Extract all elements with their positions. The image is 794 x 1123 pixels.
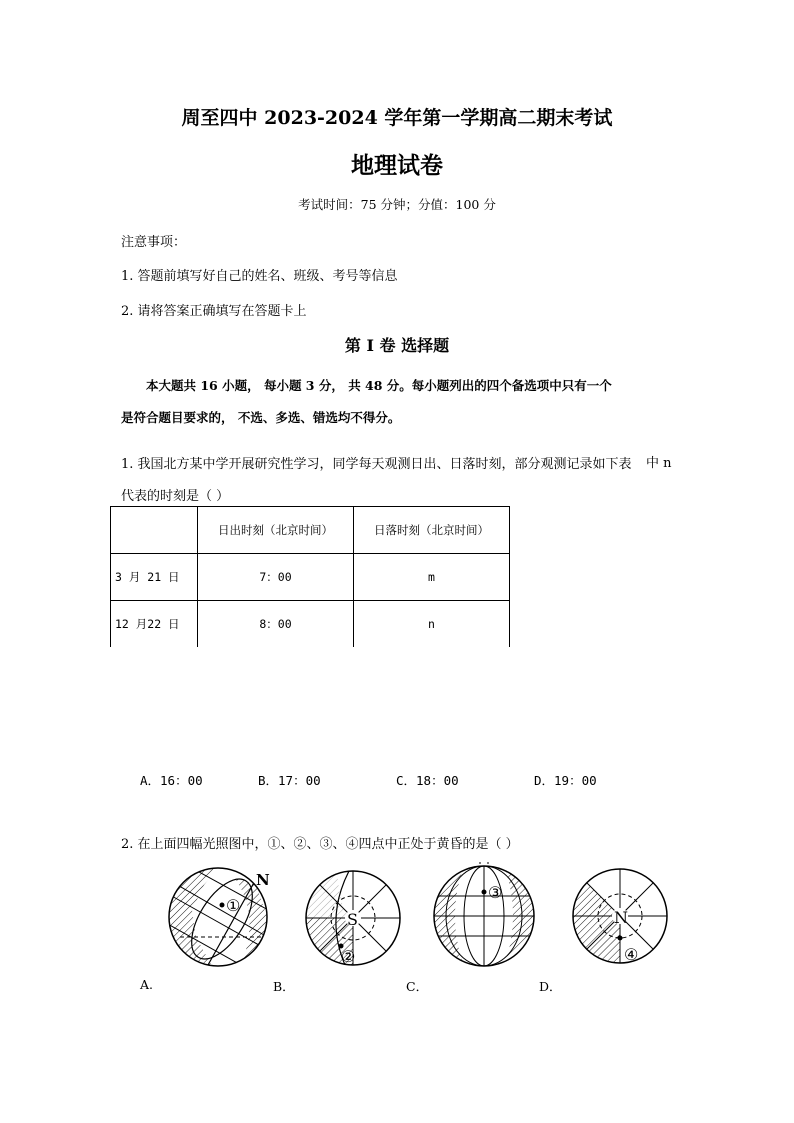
table-header-cell: 日落时刻（北京时间） bbox=[354, 507, 510, 554]
question-1-text-tail: 中 n bbox=[646, 456, 672, 471]
option-d[interactable]: D．19：00 bbox=[534, 773, 597, 788]
notes-heading: 注意事项： bbox=[121, 235, 187, 250]
globe-label-1: ① bbox=[226, 896, 241, 915]
globe-diagram-a bbox=[160, 865, 280, 970]
table-cell-date: 3 月 21 日 bbox=[111, 554, 198, 601]
option-a[interactable]: A．16：00 bbox=[140, 773, 203, 788]
globe-label-s: S bbox=[347, 910, 358, 929]
globe-label-n: N bbox=[614, 908, 628, 927]
table-cell-sunset: n bbox=[354, 601, 510, 648]
note-item: 2. 请将答案正确填写在答题卡上 bbox=[121, 304, 307, 319]
question-2-text: 2. 在上面四幅光照图中，①、②、③、④四点中正处于黄昏的是（ ） bbox=[121, 837, 519, 852]
section-title: 第 I 卷 选择题 bbox=[344, 336, 450, 355]
globe-diagram-c bbox=[428, 858, 540, 970]
question-1-text: 1. 我国北方某中学开展研究性学习，同学每天观测日出、日落时刻，部分观测记录如下表 bbox=[121, 457, 632, 472]
globe-label-2: ② bbox=[341, 947, 356, 966]
section-intro-line2: 是符合题目要求的， 不选、多选、错选均不得分。 bbox=[121, 410, 401, 425]
globe-diagram-b bbox=[297, 870, 409, 970]
globe-label-3: ③ bbox=[488, 883, 503, 902]
table-cell-sunrise: 7：00 bbox=[198, 554, 354, 601]
table-header-cell bbox=[111, 507, 198, 554]
globe-label-n: N bbox=[256, 871, 270, 889]
section-intro-line1: 本大题共 16 小题， 每小题 3 分， 共 48 分。每小题列出的四个备选项中只有一个 bbox=[146, 378, 612, 393]
question-1-text-line2: 代表的时刻是（ ） bbox=[121, 489, 230, 504]
observation-table bbox=[110, 506, 510, 647]
table-cell-sunrise: 8：00 bbox=[198, 601, 354, 648]
option-c[interactable]: C．18：00 bbox=[396, 773, 459, 788]
globe-diagram-d bbox=[566, 868, 676, 968]
table-cell-date: 12 月22 日 bbox=[111, 601, 198, 648]
table-header-row bbox=[111, 507, 510, 554]
table-row bbox=[111, 601, 510, 648]
diagram-label-a[interactable]: A. bbox=[140, 977, 154, 992]
option-b[interactable]: B．17：00 bbox=[258, 773, 321, 788]
table-row bbox=[111, 554, 510, 601]
globe-label-4: ④ bbox=[624, 945, 639, 964]
table-cell-sunset: m bbox=[354, 554, 510, 601]
diagram-label-d[interactable]: D． bbox=[539, 979, 562, 994]
exam-title: 周至四中 2023-2024 学年第一学期高二期末考试 bbox=[181, 107, 613, 129]
table-header-cell: 日出时刻（北京时间） bbox=[198, 507, 354, 554]
diagram-label-b[interactable]: B． bbox=[273, 979, 295, 994]
exam-time-info: 考试时间：75 分钟；分值：100 分 bbox=[298, 197, 496, 212]
exam-subject: 地理试卷 bbox=[351, 153, 443, 179]
diagram-label-c[interactable]: C． bbox=[406, 979, 429, 994]
note-item: 1. 答题前填写好自己的姓名、班级、考号等信息 bbox=[121, 269, 398, 284]
